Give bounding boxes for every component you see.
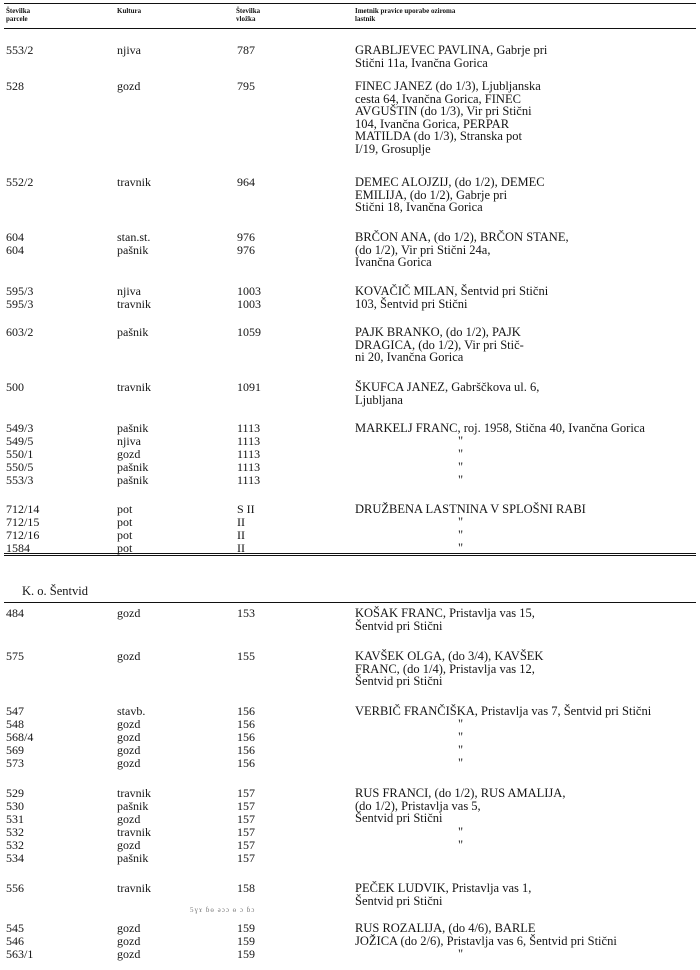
ditto-mark: " [458,730,464,744]
parcel-number: 552/2 [6,175,34,189]
owner-text: DEMEC ALOJZIJ, (do 1/2), DEMEC EMILIJA, (do 1/2), Gabrje pri Stični 18, Ivančna Gorica [355,175,545,215]
entry-number: 157 [237,825,255,839]
parcel-number: 532 [6,838,24,852]
entry-number: 157 [237,851,255,865]
entry-number: 157 [237,838,255,852]
parcel-number: 603/2 [6,325,34,339]
culture-type: stan.st. [117,230,151,244]
parcel-number: 549/5 [6,434,34,448]
entry-number: II [237,528,245,542]
entry-number: 964 [237,175,255,189]
owner-text: RUS FRANCI, (do 1/2), RUS AMALIJA, (do 1/2), Pristavlja vas 5, Šentvid pri Stični [355,786,566,826]
entry-number: 787 [237,43,255,57]
parcel-number: 500 [6,380,24,394]
parcel-number: 568/4 [6,730,34,744]
parcel-number: 531 [6,812,24,826]
entry-number: 159 [237,947,255,961]
owner-text: DRUŽBENA LASTNINA V SPLOŠNI RABI [355,502,586,516]
entry-number: 976 [237,243,255,257]
parcel-number: 556 [6,881,24,895]
entry-number: 157 [237,786,255,800]
ditto-mark: " [458,717,464,731]
header-rule [4,28,696,29]
culture-type: gozd [117,730,141,744]
parcel-number: 563/1 [6,947,34,961]
culture-type: gozd [117,743,141,757]
entry-number: 1091 [237,380,261,394]
parcel-number: 534 [6,851,24,865]
parcel-number: 550/5 [6,460,34,474]
owner-text: BRČON ANA, (do 1/2), BRČON STANE, (do 1/2), Vir pri Stični 24a, Ivančna Gorica [355,230,569,270]
culture-type: gozd [117,606,141,620]
culture-type: pašnik [117,799,149,813]
parcel-number: 545 [6,921,24,935]
parcel-number: 1584 [6,541,30,555]
parcel-number: 595/3 [6,284,34,298]
entry-number: 795 [237,79,255,93]
culture-type: travnik [117,786,151,800]
entry-number: II [237,515,245,529]
culture-type: travnik [117,297,151,311]
owner-text: KAVŠEK OLGA, (do 3/4), KAVŠEK FRANC, (do 1/4), Pristavlja vas 12, Šentvid pri Stični [355,649,544,689]
ditto-mark: " [458,528,464,542]
culture-type: travnik [117,881,151,895]
ditto-mark: " [458,947,464,961]
entry-number: 1113 [237,421,261,435]
entry-number: 1059 [237,325,261,339]
parcel-number: 532 [6,825,24,839]
header-entry: Številka vložka [236,7,261,23]
culture-type: pašnik [117,460,149,474]
owner-text: RUS ROZALIJA, (do 4/6), BARLE JOŽICA (do 2/6), Pristavlja vas 6, Šentvid pri Stični [355,921,617,948]
entry-number: 156 [237,704,255,718]
culture-type: pašnik [117,325,149,339]
culture-type: gozd [117,447,141,461]
faint-bleed-text: 5ɣɤ ɓɵ əɔɔ ɵ ɔ ɓɔ [190,906,256,914]
culture-type: njiva [117,43,141,57]
culture-type: gozd [117,947,141,961]
section-rule [4,602,696,603]
ditto-mark: " [458,825,464,839]
ditto-mark: " [458,460,464,474]
owner-text: PAJK BRANKO, (do 1/2), PAJK DRAGICA, (do 1/2), Vir pri Stič- ni 20, Ivančna Gorica [355,325,524,365]
culture-type: gozd [117,649,141,663]
entry-number: 1113 [237,447,261,461]
culture-type: gozd [117,717,141,731]
ditto-mark: " [458,434,464,448]
culture-type: pašnik [117,473,149,487]
parcel-number: 575 [6,649,24,663]
entry-number: 1003 [237,297,261,311]
ditto-mark: " [458,515,464,529]
culture-type: travnik [117,825,151,839]
culture-type: gozd [117,934,141,948]
entry-number: 156 [237,743,255,757]
entry-number: 159 [237,921,255,935]
culture-type: pot [117,541,133,555]
parcel-number: 604 [6,243,24,257]
culture-type: pašnik [117,421,149,435]
owner-text: FINEC JANEZ (do 1/3), Ljubljanska cesta 64, Ivančna Gorica, FINEC AVGUŠTIN (do 1/3), Vir pri Stični 104, Ivančna Gorica, PERPAR MATILDA (do 1/3), Stranska pot I/19, Grosuplje [355,79,541,156]
ditto-mark: " [458,447,464,461]
culture-type: gozd [117,812,141,826]
owner-text: VERBIČ FRANČIŠKA, Pristavlja vas 7, Šentvid pri Stični [355,704,652,718]
parcel-number: 549/3 [6,421,34,435]
entry-number: 158 [237,881,255,895]
parcel-number: 484 [6,606,24,620]
culture-type: gozd [117,756,141,770]
header-culture: Kultura [117,7,142,15]
culture-type: gozd [117,921,141,935]
parcel-number: 712/14 [6,502,40,516]
culture-type: njiva [117,284,141,298]
entry-number: 153 [237,606,255,620]
parcel-number: 573 [6,756,24,770]
entry-number: 156 [237,756,255,770]
ditto-mark: " [458,541,464,555]
top-rule [4,3,696,4]
entry-number: 157 [237,812,255,826]
owner-text: MARKELJ FRANC, roj. 1958, Stična 40, Ivančna Gorica [355,421,645,435]
parcel-number: 712/15 [6,515,40,529]
parcel-number: 569 [6,743,24,757]
culture-type: pot [117,502,133,516]
parcel-number: 546 [6,934,24,948]
header-parcel: Številka parcele [6,7,31,23]
culture-type: stavb. [117,704,146,718]
ditto-mark: " [458,838,464,852]
header-owner: Imetnik pravice uporabe oziroma lastnik [355,7,456,23]
entry-number: 155 [237,649,255,663]
entry-number: 157 [237,799,255,813]
ditto-mark: " [458,756,464,770]
parcel-number: 548 [6,717,24,731]
entry-number: 1003 [237,284,261,298]
culture-type: travnik [117,380,151,394]
ditto-mark: " [458,473,464,487]
entry-number: II [237,541,245,555]
parcel-number: 528 [6,79,24,93]
ditto-mark: " [458,743,464,757]
owner-text: ŠKUFCA JANEZ, Gabrščkova ul. 6, Ljubljana [355,380,540,407]
table-end-rule [4,553,696,554]
owner-text: GRABLJEVEC PAVLINA, Gabrje pri Stični 11a, Ivančna Gorica [355,43,548,70]
culture-type: pot [117,515,133,529]
culture-type: gozd [117,79,141,93]
owner-text: KOVAČIČ MILAN, Šentvid pri Stični 103, Šentvid pri Stični [355,284,549,311]
parcel-number: 529 [6,786,24,800]
culture-type: njiva [117,434,141,448]
parcel-number: 547 [6,704,24,718]
culture-type: travnik [117,175,151,189]
parcel-number: 712/16 [6,528,40,542]
culture-type: gozd [117,838,141,852]
section-label: K. o. Šentvid [22,584,88,598]
parcel-number: 530 [6,799,24,813]
owner-text: KOŠAK FRANC, Pristavlja vas 15, Šentvid pri Stični [355,606,535,633]
culture-type: pašnik [117,243,149,257]
entry-number: 1113 [237,473,261,487]
entry-number: S II [237,502,255,516]
entry-number: 159 [237,934,255,948]
entry-number: 1113 [237,460,261,474]
entry-number: 156 [237,717,255,731]
parcel-number: 553/3 [6,473,34,487]
culture-type: pot [117,528,133,542]
owner-text: PEČEK LUDVIK, Pristavlja vas 1, Šentvid pri Stični [355,881,532,908]
parcel-number: 550/1 [6,447,34,461]
entry-number: 156 [237,730,255,744]
table-end-rule-2 [4,555,696,556]
entry-number: 1113 [237,434,261,448]
entry-number: 976 [237,230,255,244]
parcel-number: 595/3 [6,297,34,311]
parcel-number: 604 [6,230,24,244]
parcel-number: 553/2 [6,43,34,57]
culture-type: pašnik [117,851,149,865]
